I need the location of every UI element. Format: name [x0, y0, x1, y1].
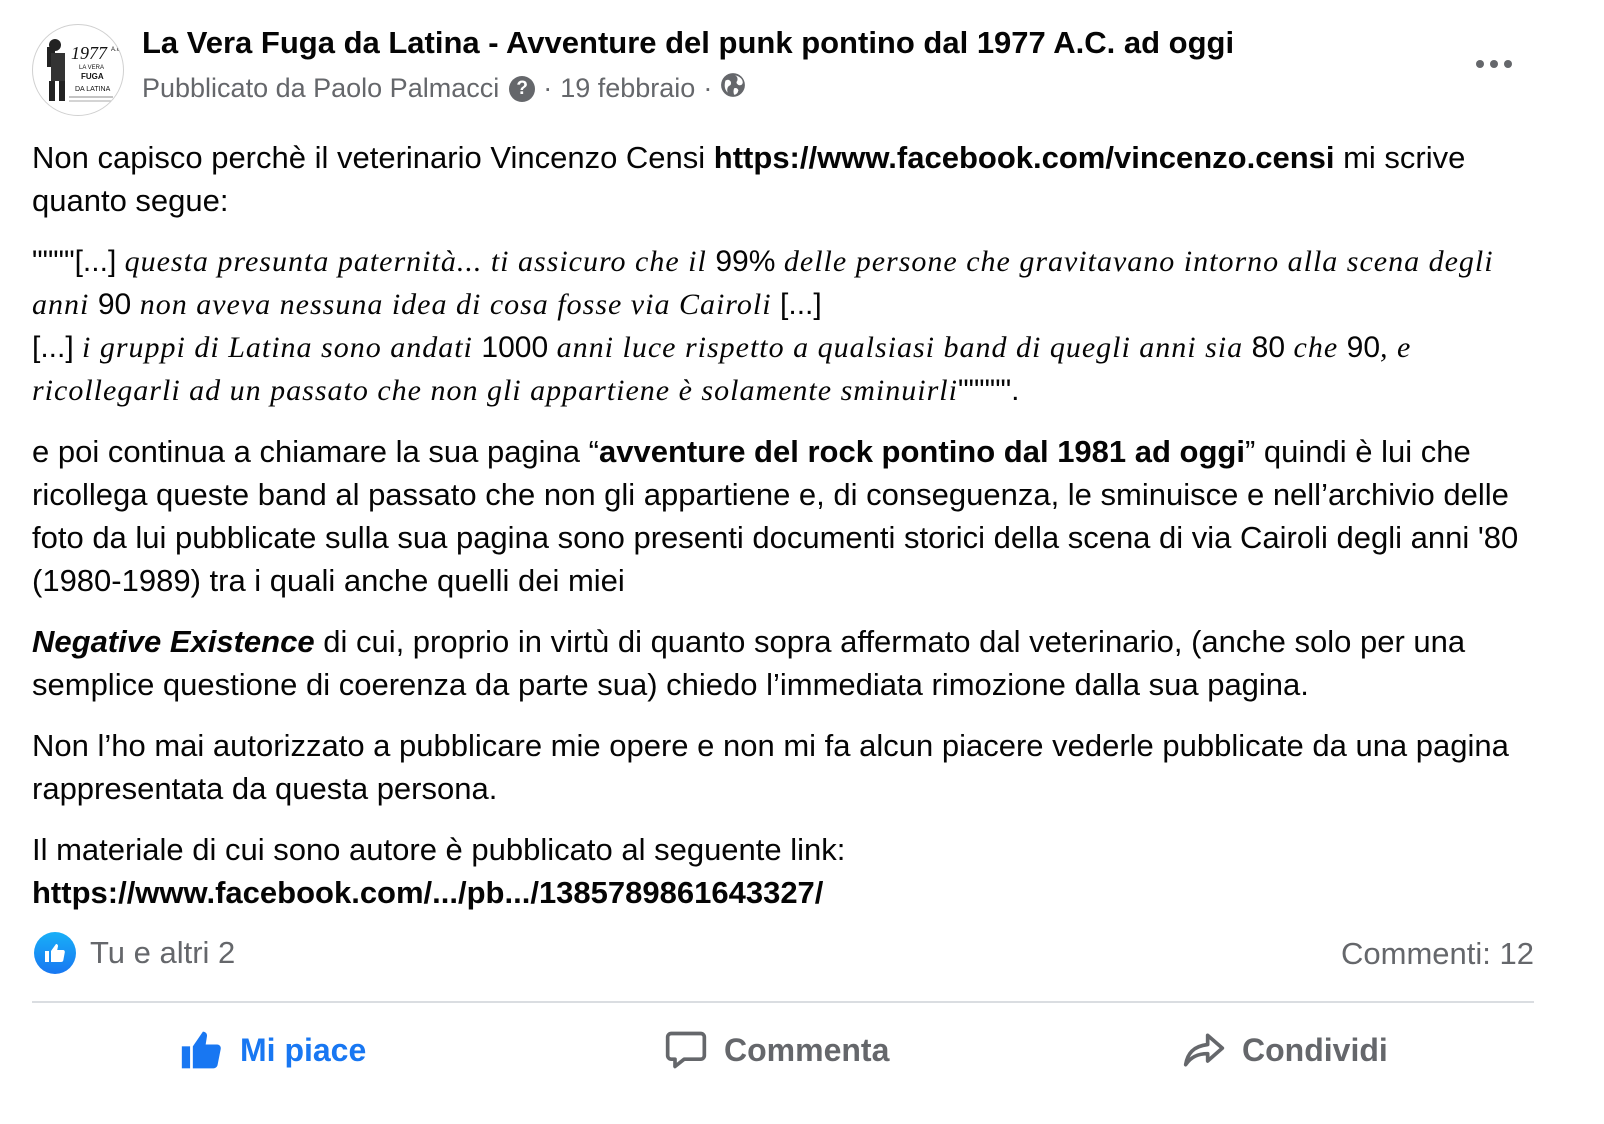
quote-l2-b: i gruppi di Latina sono andati — [82, 331, 482, 364]
p5-text: Il materiale di cui sono autore è pubblicato al seguente link: — [32, 832, 846, 867]
p4-text: Non l’ho mai autorizzato a pubblicare mie opere e non mi fa alcun piacere vederle pubblicate da una pagina rappresentata da questa persona. — [32, 728, 1509, 806]
meta-separator: · — [543, 73, 553, 103]
quoted-message — [32, 240, 1542, 412]
thumbs-up-icon — [180, 1028, 224, 1072]
quote-l2-h: , e ricollegarli ad un passato che non gli appartiene è solamente sminuirli — [32, 331, 1412, 407]
intro-text-b: mi scrive quanto segue: — [32, 140, 1466, 218]
intro-text-a: Non capisco perchè il veterinario Vincenzo Censi — [32, 140, 714, 175]
quote-l2-a: [...] — [32, 331, 83, 364]
paragraph-3 — [32, 620, 1542, 706]
published-by[interactable]: Pubblicato da Paolo Palmacci — [142, 73, 500, 103]
band-name: Negative Existence — [32, 624, 315, 659]
share-icon — [1182, 1028, 1226, 1072]
like-button[interactable] — [180, 1024, 366, 1076]
more-options-button[interactable] — [1468, 44, 1520, 84]
comments-count[interactable]: Commenti: 12 — [1341, 936, 1534, 971]
globe-icon — [720, 72, 746, 105]
divider — [32, 1001, 1534, 1003]
like-label: Mi piace — [240, 1031, 367, 1068]
p2-text-a: e poi continua a chiamare la sua pagina “ — [32, 434, 599, 469]
paragraph-intro — [32, 136, 1542, 222]
post-date[interactable]: 19 febbraio — [560, 73, 696, 103]
quote-l2-g: 90 — [1346, 331, 1381, 364]
quote-l1-a: """"[...] — [32, 245, 125, 278]
paragraph-2 — [32, 430, 1542, 602]
avatar-line1: LA VERA — [79, 65, 105, 71]
quote-l1-b: questa presunta paternità... ti assicuro che il — [124, 245, 716, 278]
reactions-summary[interactable] — [34, 932, 235, 974]
quote-l1-c: 99% — [715, 245, 776, 278]
p2-text-b: ” quindi è lui che ricollega queste band al passato che non gli appartiene e, di conseguenza, le sminuisce e nell’archivio delle foto da lui pubblicate sulla sua pagina sono presenti documenti storici della scena di via Cairoli degli anni '80 (1980-1989) tra i quali anche quelli dei miei — [32, 434, 1519, 598]
meta-separator-2: · — [703, 73, 713, 103]
quote-l2-c: 1000 — [481, 331, 549, 364]
quote-l1-d: delle persone che gravitavano intorno alla scena degli anni — [32, 245, 1494, 321]
quote-l2-i: """"". — [957, 374, 1020, 407]
comment-button[interactable] — [664, 1024, 889, 1076]
avatar-line3: DA LATINA — [75, 86, 111, 93]
like-icon — [34, 932, 76, 974]
quote-l2-f: che — [1285, 331, 1347, 364]
p2-page-title: avventure del rock pontino dal 1981 ad oggi — [598, 434, 1245, 469]
quote-l1-f: non aveva nessuna idea di cosa fosse via Cairoli — [131, 288, 781, 321]
share-label: Condividi — [1242, 1031, 1388, 1068]
question-icon[interactable]: ? — [509, 76, 535, 102]
post-body — [32, 136, 1542, 932]
avatar-year: 1977 — [71, 43, 107, 63]
page-avatar[interactable] — [32, 24, 124, 116]
quote-l1-g: [...] — [780, 288, 822, 321]
post-meta — [142, 72, 746, 105]
more-horizontal-icon — [1474, 59, 1514, 69]
material-link[interactable]: https://www.facebook.com/.../pb.../1385789861643327/ — [32, 875, 824, 910]
avatar-logo — [33, 25, 123, 115]
avatar-line2: FUGA — [81, 72, 104, 81]
paragraph-4 — [32, 724, 1542, 810]
paragraph-5 — [32, 828, 1542, 914]
quote-l2-e: 80 — [1251, 331, 1286, 364]
reactions-text: Tu e altri 2 — [90, 935, 236, 970]
comment-icon — [664, 1028, 708, 1072]
quote-l2-d: anni luce rispetto a qualsiasi band di quegli anni sia — [548, 331, 1252, 364]
profile-link[interactable]: https://www.facebook.com/vincenzo.censi — [713, 140, 1335, 175]
page-name-link[interactable]: La Vera Fuga da Latina - Avventure del punk pontino dal 1977 A.C. ad oggi — [142, 25, 1235, 60]
share-button[interactable] — [1182, 1024, 1388, 1076]
quote-l1-e: 90 — [97, 288, 132, 321]
avatar-ac: A.C. — [111, 47, 123, 53]
p3-text: di cui, proprio in virtù di quanto sopra affermato dal veterinario, (anche solo per una semplice questione di coerenza da parte sua) chiedo l’immediata rimozione dalla sua pagina. — [32, 624, 1466, 702]
comment-label: Commenta — [724, 1031, 890, 1068]
